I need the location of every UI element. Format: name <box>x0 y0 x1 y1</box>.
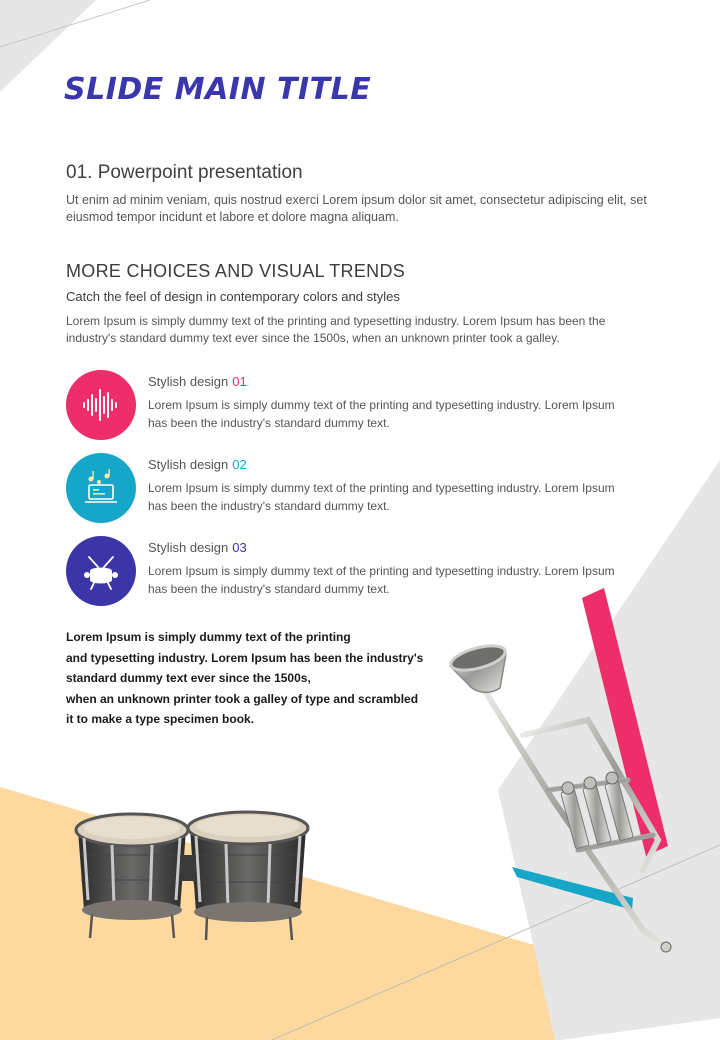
feature-circle-3 <box>66 536 136 606</box>
feature-number-2: 02 <box>232 457 247 472</box>
drum-icon <box>81 551 121 591</box>
feature-text-2: Lorem Ipsum is simply dummy text of the printing and typesetting industry. Lorem Ipsum has been the industry's standard dummy text. <box>148 481 615 513</box>
slide-title: SLIDE MAIN TITLE <box>64 72 372 107</box>
feature-title-2: Stylish design 02 <box>148 457 247 472</box>
feature-title-3: Stylish design 03 <box>148 540 247 555</box>
feature-circle-1 <box>66 370 136 440</box>
feature-text-3: Lorem Ipsum is simply dummy text of the printing and typesetting industry. Lorem Ipsum has been the industry's standard dummy text. <box>148 564 615 596</box>
feature-text-1: Lorem Ipsum is simply dummy text of the printing and typesetting industry. Lorem Ipsum has been the industry's standard dummy text. <box>148 398 615 430</box>
feature-title-1: Stylish design 01 <box>148 374 247 389</box>
feature-number-3: 03 <box>232 540 247 555</box>
feature-item-1 <box>66 370 626 440</box>
sound-wave-icon <box>81 385 121 425</box>
feature-circle-2 <box>66 453 136 523</box>
bongo-left <box>76 814 188 920</box>
feature-item-2 <box>66 453 626 523</box>
section1-heading: 01. Powerpoint presentation <box>66 162 303 183</box>
section2-body: Lorem Ipsum is simply dummy text of the printing and typesetting industry. Lorem Ipsum has been the industry's standard dummy text ever since the 1500s, when an unknown printer took a galley. <box>66 314 606 345</box>
feature-number-1: 01 <box>232 374 247 389</box>
bongo-right <box>188 812 308 922</box>
feature-item-3 <box>66 536 626 606</box>
music-laptop-icon <box>81 468 121 508</box>
trumpet-image <box>428 640 698 960</box>
bold-paragraph: Lorem Ipsum is simply dummy text of the printing and typesetting industry. Lorem Ipsum has been the industry's standard dummy text ever since the 1500s, when an unknown printer took a galley of type and scrambled it to make a type specimen book. <box>66 630 424 726</box>
bongo-bridge <box>180 855 196 881</box>
section2-heading: MORE CHOICES AND VISUAL TRENDS <box>66 261 406 281</box>
section1-body: Ut enim ad minim veniam, quis nostrud exerci Lorem ipsum dolor sit amet, consectetur adipiscing elit, set eiusmod tempor incidunt et labore et dolore magna aliquam. <box>66 193 647 224</box>
section2-subheading: Catch the feel of design in contemporary colors and styles <box>66 289 400 304</box>
bongo-drums-image <box>62 800 322 960</box>
